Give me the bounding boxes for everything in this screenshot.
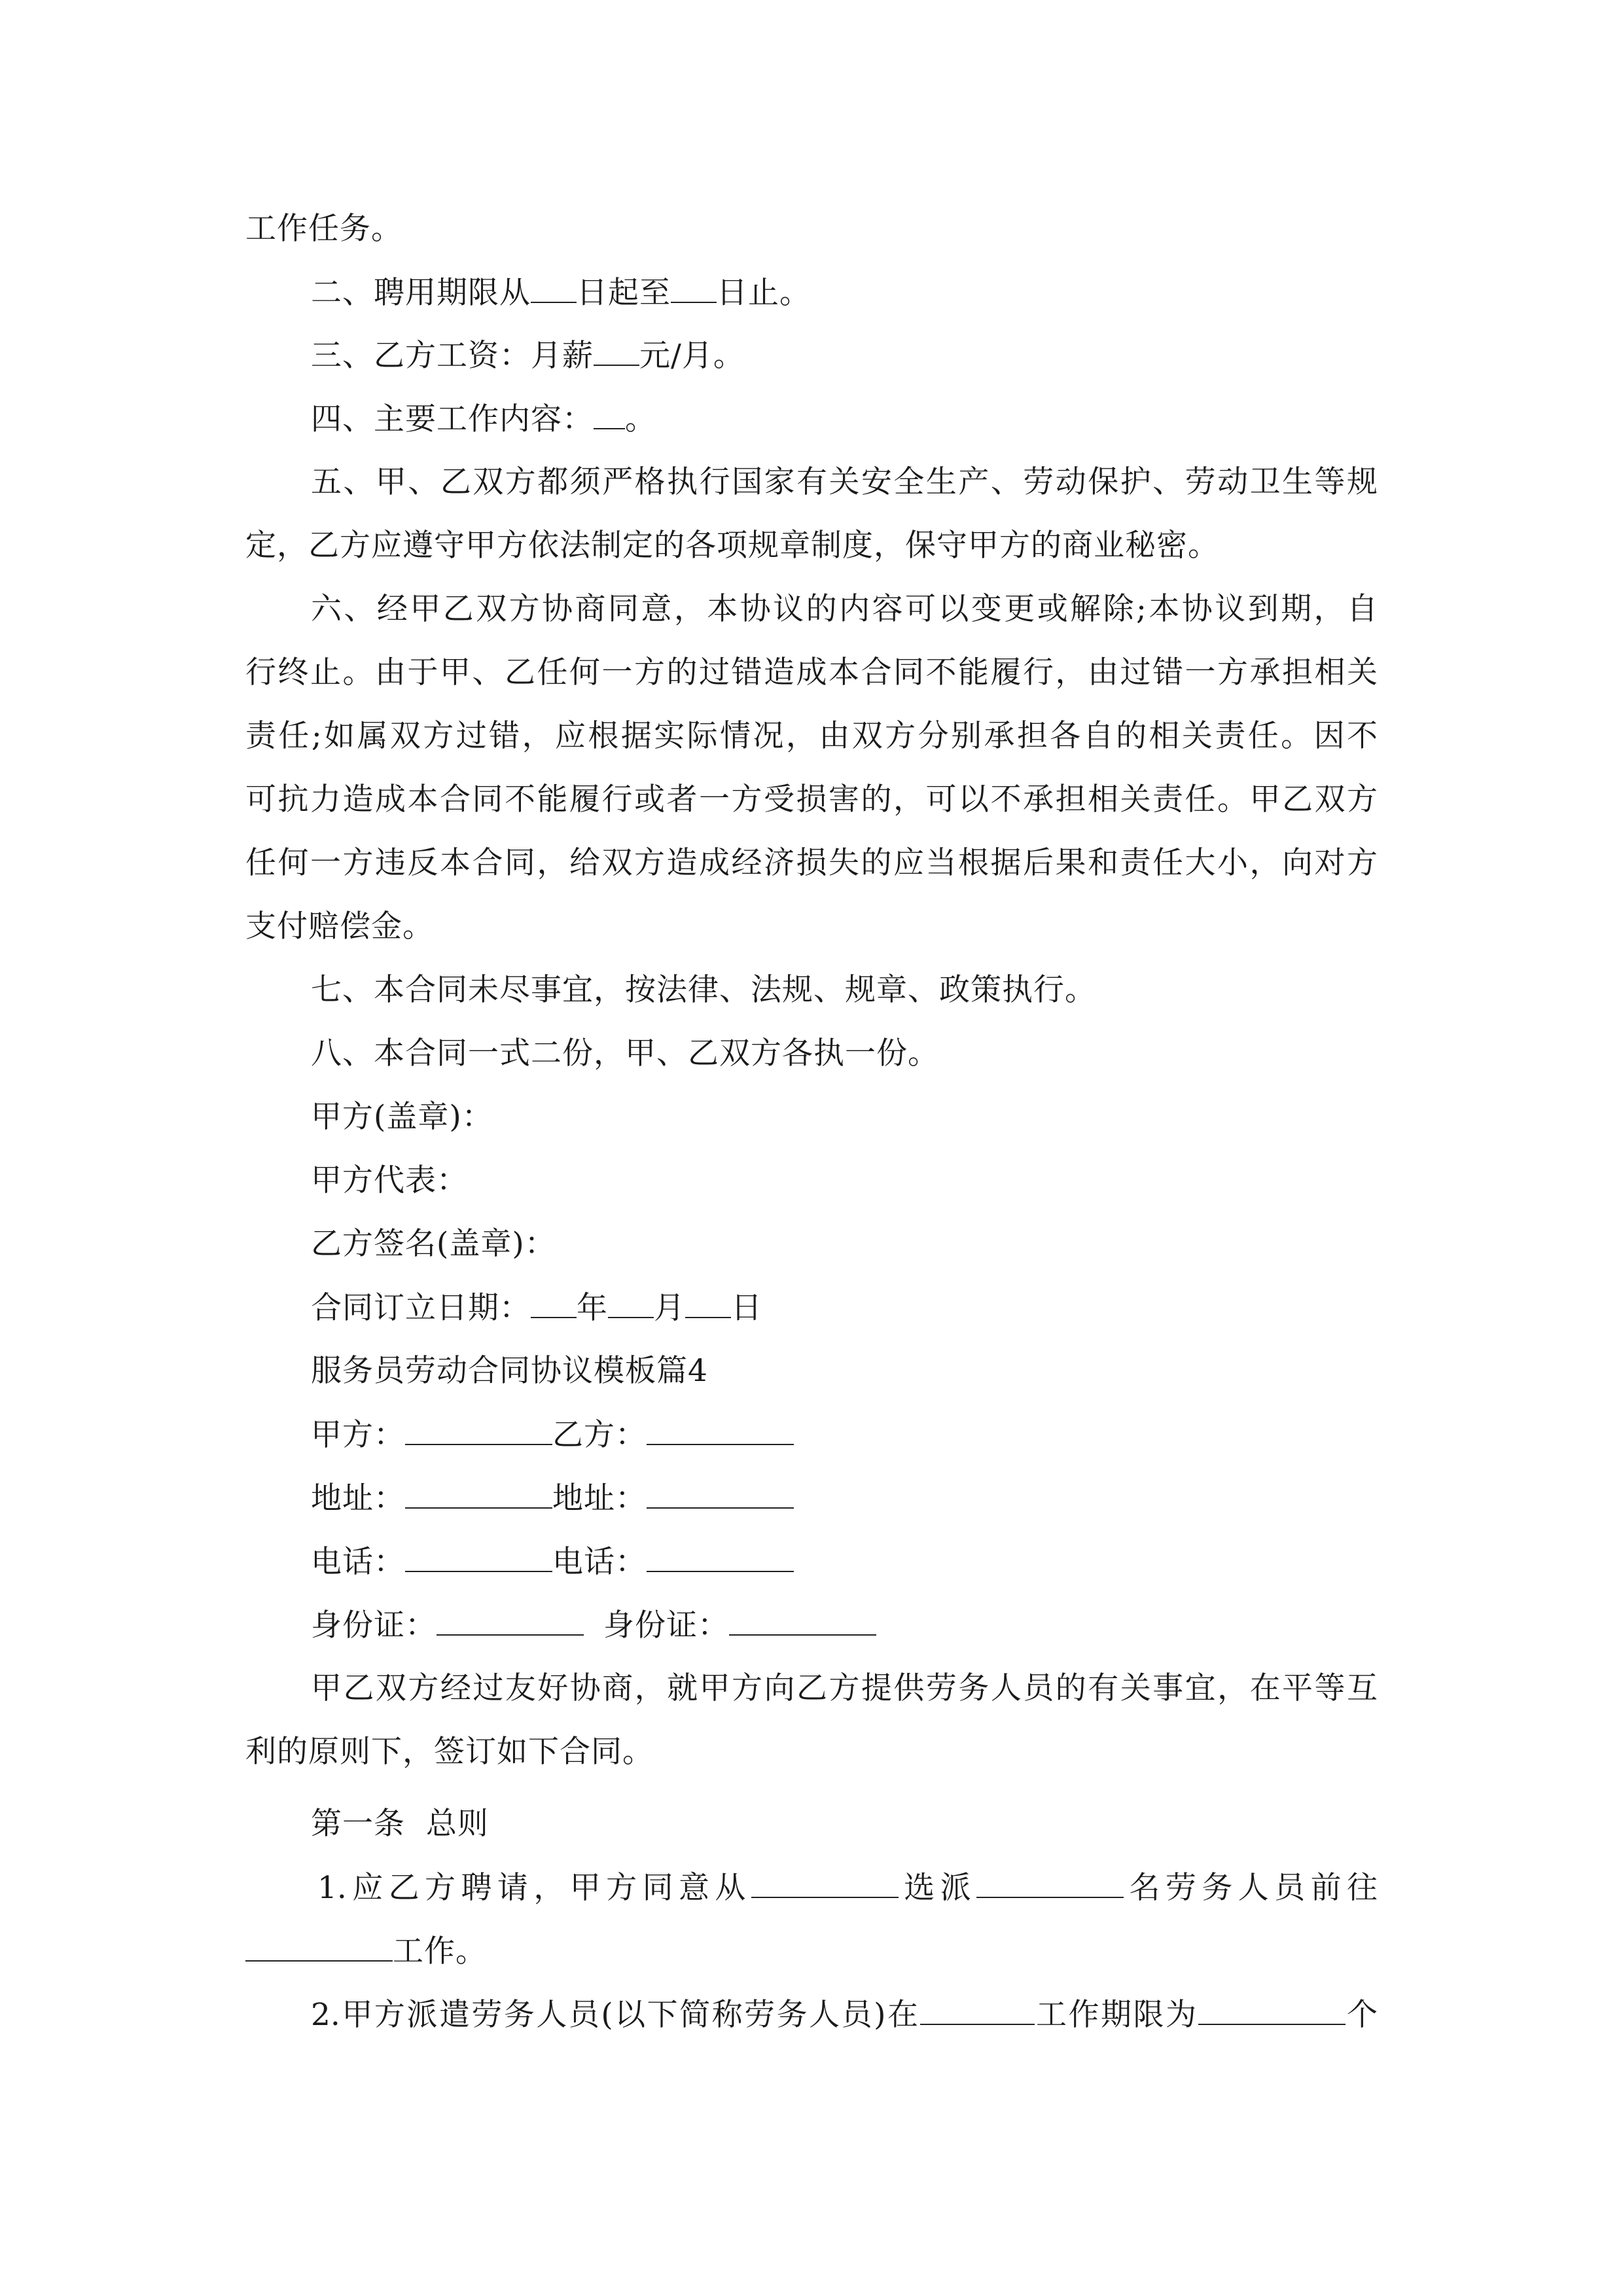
section-title: 服务员劳动合同协议模板篇4 — [311, 1353, 708, 1389]
id-row: 身份证： 身份证： — [311, 1605, 876, 1645]
blank-count — [976, 1868, 1124, 1898]
blank-id-a — [437, 1605, 584, 1636]
clause-5-line-1: 五、甲、乙双方都须严格执行国家有关安全生产、劳动保护、劳动卫生等规 — [311, 464, 1378, 500]
signature-party-a-representative: 甲方代表： — [311, 1162, 468, 1198]
signature-party-a-seal: 甲方(盖章)： — [311, 1099, 493, 1135]
blank-address-a — [405, 1479, 552, 1509]
blank-phone-b — [647, 1542, 794, 1572]
blank-phone-a — [405, 1542, 552, 1572]
item-1-line-2: 工作。 — [245, 1931, 487, 1971]
clause-4: 四、主要工作内容： 。 — [311, 399, 656, 439]
paragraph-tail: 工作任务。 — [245, 211, 402, 247]
blank-destination — [245, 1931, 393, 1962]
blank-year — [531, 1288, 577, 1318]
blank-party-b — [647, 1415, 794, 1445]
blank-address-b — [647, 1479, 794, 1509]
clause-2: 二、聘用期限从 日起至 日止。 — [311, 273, 811, 313]
signature-party-b: 乙方签名(盖章)： — [311, 1226, 556, 1262]
clause-5-line-2: 定，乙方应遵守甲方依法制定的各项规章制度，保守甲方的商业秘密。 — [245, 528, 1219, 564]
clause-6-line-6: 支付赔偿金。 — [245, 908, 434, 944]
preamble-line-2: 利的原则下，签订如下合同。 — [245, 1734, 654, 1770]
blank-end-day — [671, 273, 717, 303]
phone-row: 电话： 电话： — [311, 1542, 794, 1582]
parties-row: 甲方： 乙方： — [311, 1415, 794, 1455]
blank-day — [685, 1288, 731, 1318]
blank-month — [608, 1288, 654, 1318]
blank-salary — [594, 336, 639, 366]
contract-date: 合同订立日期： 年 月 日 — [311, 1288, 762, 1328]
item-2-line-1: 2.甲方派遣劳务人员(以下简称劳务人员)在 工作期限为 个 — [311, 1995, 1378, 2035]
blank-start-day — [531, 273, 577, 303]
blank-origin — [751, 1868, 899, 1898]
clause-6-line-4: 可抗力造成本合同不能履行或者一方受损害的，可以不承担相关责任。甲乙双方 — [245, 781, 1378, 817]
preamble-line-1: 甲乙双方经过友好协商，就甲方向乙方提供劳务人员的有关事宜，在平等互 — [311, 1670, 1378, 1706]
blank-id-b — [729, 1605, 876, 1636]
clause-7: 七、本合同未尽事宜，按法律、法规、规章、政策执行。 — [311, 972, 1096, 1008]
blank-party-a — [405, 1415, 552, 1445]
clause-6-line-3: 责任;如属双方过错，应根据实际情况，由双方分别承担各自的相关责任。因不 — [245, 718, 1378, 754]
clause-6-line-1: 六、经甲乙双方协商同意，本协议的内容可以变更或解除;本协议到期，自 — [311, 591, 1378, 627]
clause-6-line-5: 任何一方违反本合同，给双方造成经济损失的应当根据后果和责任大小，向对方 — [245, 845, 1378, 881]
clause-8: 八、本合同一式二份，甲、乙双方各执一份。 — [311, 1035, 939, 1071]
blank-workplace — [920, 1995, 1035, 2025]
blank-term — [1198, 1995, 1346, 2025]
address-row: 地址： 地址： — [311, 1479, 794, 1518]
item-1-line-1: 1.应乙方聘请，甲方同意从 选派 名劳务人员前往 — [317, 1868, 1378, 1908]
article-1-title: 第一条 总则 — [311, 1806, 489, 1842]
clause-3: 三、乙方工资：月薪 元/月。 — [311, 336, 745, 376]
blank-work-content — [594, 399, 625, 429]
clause-6-line-2: 行终止。由于甲、乙任何一方的过错造成本合同不能履行，由过错一方承担相关 — [245, 655, 1378, 691]
